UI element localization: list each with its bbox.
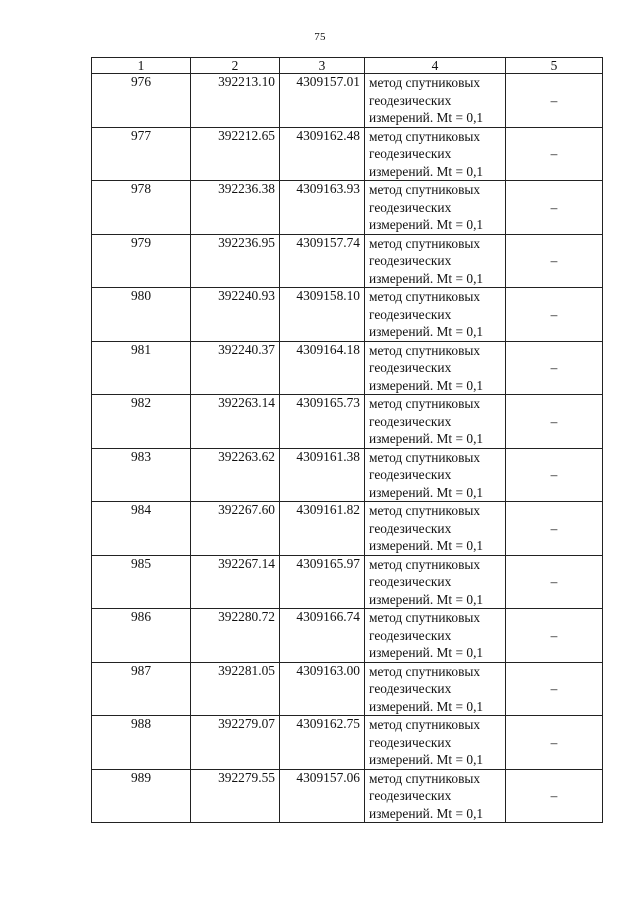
x-coordinate-cell: 392280.72 (191, 609, 280, 663)
table-row (92, 127, 603, 181)
method-cell: метод спутниковых геодезических измерений. Mt = 0,1 (365, 769, 506, 823)
point-number-cell: 977 (92, 127, 191, 181)
method-cell: метод спутниковых геодезических измерений. Mt = 0,1 (365, 395, 506, 449)
x-coordinate-cell: 392213.10 (191, 74, 280, 128)
header-col-5: 5 (506, 58, 603, 74)
y-coordinate-cell: 4309161.38 (280, 448, 365, 502)
note-cell: – (506, 127, 603, 181)
y-coordinate-cell: 4309157.06 (280, 769, 365, 823)
table-row (92, 662, 603, 716)
table-row (92, 502, 603, 556)
y-coordinate-cell: 4309157.01 (280, 74, 365, 128)
x-coordinate-cell: 392267.14 (191, 555, 280, 609)
y-coordinate-cell: 4309165.73 (280, 395, 365, 449)
method-cell: метод спутниковых геодезических измерений. Mt = 0,1 (365, 181, 506, 235)
header-col-2: 2 (191, 58, 280, 74)
method-cell: метод спутниковых геодезических измерений. Mt = 0,1 (365, 127, 506, 181)
note-cell: – (506, 662, 603, 716)
x-coordinate-cell: 392267.60 (191, 502, 280, 556)
page-number: 75 (314, 31, 326, 43)
method-cell: метод спутниковых геодезических измерений. Mt = 0,1 (365, 502, 506, 556)
x-coordinate-cell: 392263.62 (191, 448, 280, 502)
y-coordinate-cell: 4309162.48 (280, 127, 365, 181)
method-cell: метод спутниковых геодезических измерений. Mt = 0,1 (365, 716, 506, 770)
note-cell: – (506, 74, 603, 128)
table-row (92, 181, 603, 235)
point-number-cell: 976 (92, 74, 191, 128)
y-coordinate-cell: 4309166.74 (280, 609, 365, 663)
table-body (92, 74, 603, 823)
point-number-cell: 984 (92, 502, 191, 556)
table-row (92, 555, 603, 609)
point-number-cell: 978 (92, 181, 191, 235)
point-number-cell: 981 (92, 341, 191, 395)
table-row (92, 341, 603, 395)
note-cell: – (506, 395, 603, 449)
x-coordinate-cell: 392236.95 (191, 234, 280, 288)
point-number-cell: 987 (92, 662, 191, 716)
y-coordinate-cell: 4309162.75 (280, 716, 365, 770)
point-number-cell: 986 (92, 609, 191, 663)
y-coordinate-cell: 4309165.97 (280, 555, 365, 609)
method-cell: метод спутниковых геодезических измерений. Mt = 0,1 (365, 288, 506, 342)
y-coordinate-cell: 4309164.18 (280, 341, 365, 395)
note-cell: – (506, 234, 603, 288)
x-coordinate-cell: 392263.14 (191, 395, 280, 449)
note-cell: – (506, 555, 603, 609)
note-cell: – (506, 181, 603, 235)
note-cell: – (506, 341, 603, 395)
table-row (92, 234, 603, 288)
x-coordinate-cell: 392236.38 (191, 181, 280, 235)
table-header (92, 58, 603, 74)
note-cell: – (506, 716, 603, 770)
x-coordinate-cell: 392281.05 (191, 662, 280, 716)
header-col-3: 3 (280, 58, 365, 74)
x-coordinate-cell: 392279.55 (191, 769, 280, 823)
method-cell: метод спутниковых геодезических измерений. Mt = 0,1 (365, 609, 506, 663)
method-cell: метод спутниковых геодезических измерений. Mt = 0,1 (365, 555, 506, 609)
x-coordinate-cell: 392240.93 (191, 288, 280, 342)
table-row (92, 288, 603, 342)
y-coordinate-cell: 4309161.82 (280, 502, 365, 556)
method-cell: метод спутниковых геодезических измерений. Mt = 0,1 (365, 234, 506, 288)
table-row (92, 448, 603, 502)
header-col-4: 4 (365, 58, 506, 74)
table-row (92, 74, 603, 128)
y-coordinate-cell: 4309157.74 (280, 234, 365, 288)
note-cell: – (506, 502, 603, 556)
method-cell: метод спутниковых геодезических измерений. Mt = 0,1 (365, 448, 506, 502)
method-cell: метод спутниковых геодезических измерений. Mt = 0,1 (365, 341, 506, 395)
point-number-cell: 985 (92, 555, 191, 609)
method-cell: метод спутниковых геодезических измерений. Mt = 0,1 (365, 74, 506, 128)
coordinates-table (91, 57, 603, 823)
x-coordinate-cell: 392212.65 (191, 127, 280, 181)
y-coordinate-cell: 4309163.00 (280, 662, 365, 716)
point-number-cell: 982 (92, 395, 191, 449)
note-cell: – (506, 448, 603, 502)
header-row (92, 58, 603, 74)
point-number-cell: 980 (92, 288, 191, 342)
table-row (92, 716, 603, 770)
method-cell: метод спутниковых геодезических измерений. Mt = 0,1 (365, 662, 506, 716)
point-number-cell: 979 (92, 234, 191, 288)
table-row (92, 769, 603, 823)
point-number-cell: 983 (92, 448, 191, 502)
table-row (92, 609, 603, 663)
point-number-cell: 989 (92, 769, 191, 823)
y-coordinate-cell: 4309158.10 (280, 288, 365, 342)
note-cell: – (506, 288, 603, 342)
header-col-1: 1 (92, 58, 191, 74)
note-cell: – (506, 769, 603, 823)
point-number-cell: 988 (92, 716, 191, 770)
x-coordinate-cell: 392240.37 (191, 341, 280, 395)
y-coordinate-cell: 4309163.93 (280, 181, 365, 235)
x-coordinate-cell: 392279.07 (191, 716, 280, 770)
note-cell: – (506, 609, 603, 663)
table-row (92, 395, 603, 449)
